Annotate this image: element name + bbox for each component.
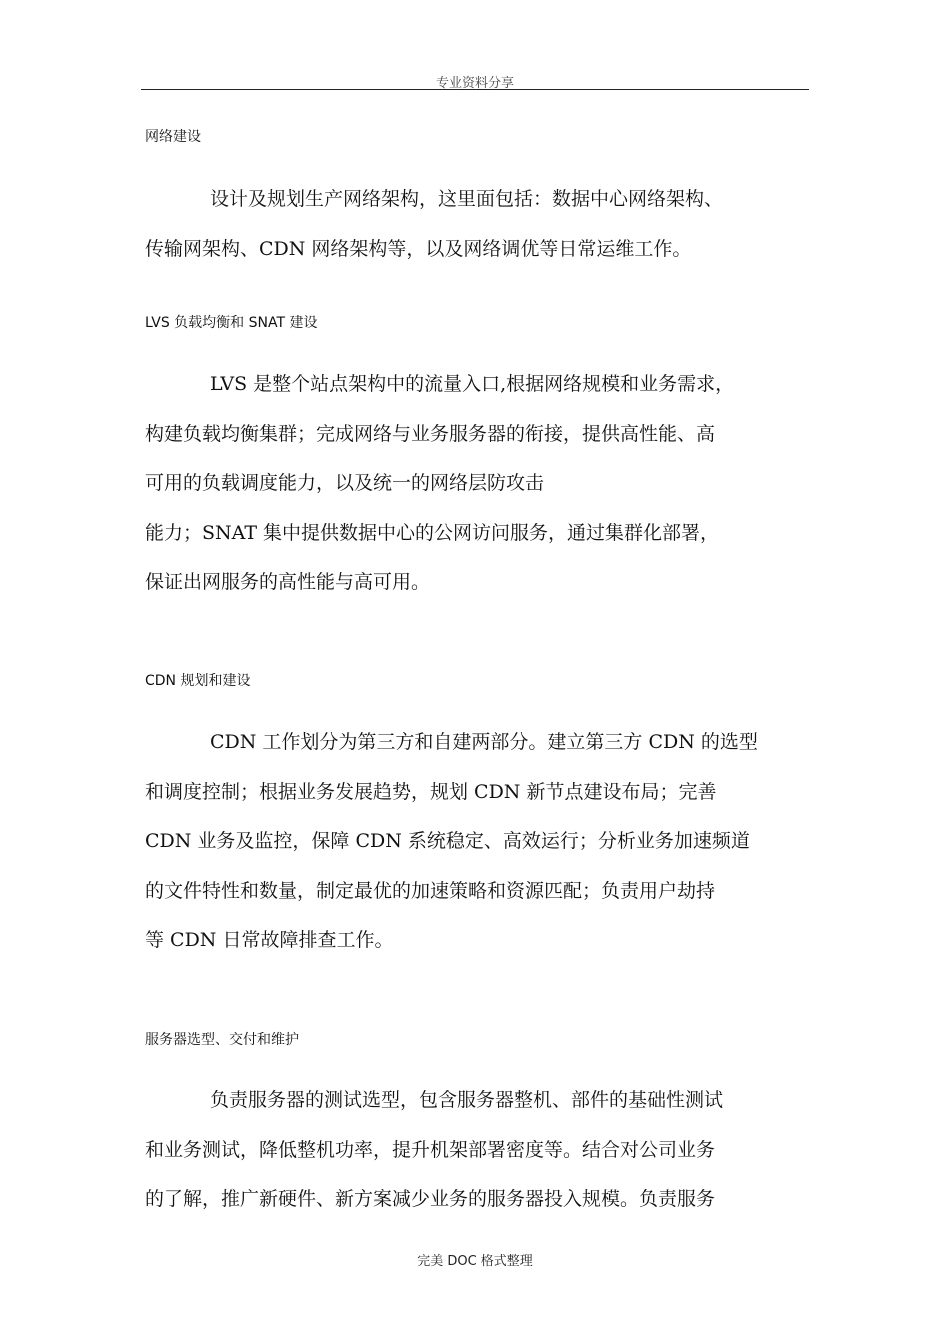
section-heading-server: 服务器选型、交付和维护 [145, 1032, 299, 1048]
paragraph-line: 等 CDN 日常故障排查工作。 [145, 929, 394, 951]
paragraph-server [145, 1076, 809, 1225]
header-divider [141, 89, 809, 90]
paragraph-network [145, 175, 809, 274]
page-header: 专业资料分享 [435, 76, 514, 91]
paragraph-line: 和调度控制；根据业务发展趋势，规划 CDN 新节点建设布局；完善 [145, 780, 717, 803]
paragraph-lvs [145, 360, 809, 608]
paragraph-line: CDN 业务及监控，保障 CDN 系统稳定、高效运行；分析业务加速频道 [145, 830, 750, 852]
paragraph-line: 能力；SNAT 集中提供数据中心的公网访问服务，通过集群化部署， [145, 521, 720, 544]
paragraph-line: 保证出网服务的高性能与高可用。 [145, 571, 431, 593]
paragraph-cdn [145, 718, 809, 966]
paragraph-line: 的了解，推广新硬件、新方案减少业务的服务器投入规模。负责服务 [145, 1188, 716, 1210]
paragraph-line: CDN 工作划分为第三方和自建两部分。建立第三方 CDN 的选型 [210, 731, 758, 753]
paragraph-line: 传输网架构、CDN 网络架构等，以及网络调优等日常运维工作。 [145, 237, 692, 260]
paragraph-line: 可用的负载调度能力，以及统一的网络层防攻击 [145, 472, 545, 494]
paragraph-line: 和业务测试，降低整机功率，提升机架部署密度等。结合对公司业务 [145, 1138, 716, 1161]
paragraph-line: 的文件特性和数量，制定最优的加速策略和资源匹配；负责用户劫持 [145, 879, 716, 902]
paragraph-line: LVS 是整个站点架构中的流量入口,根据网络规模和业务需求， [210, 373, 735, 395]
paragraph-line: 设计及规划生产网络架构，这里面包括：数据中心网络架构、 [210, 188, 724, 210]
section-heading-cdn: CDN 规划和建设 [145, 673, 251, 689]
section-heading-lvs: LVS 负载均衡和 SNAT 建设 [145, 315, 318, 331]
page-footer: 完美 DOC 格式整理 [417, 1254, 533, 1269]
section-heading-network: 网络建设 [145, 129, 201, 145]
paragraph-line: 构建负载均衡集群；完成网络与业务服务器的衔接，提供高性能、高 [145, 422, 716, 445]
paragraph-line: 负责服务器的测试选型，包含服务器整机、部件的基础性测试 [210, 1089, 724, 1111]
